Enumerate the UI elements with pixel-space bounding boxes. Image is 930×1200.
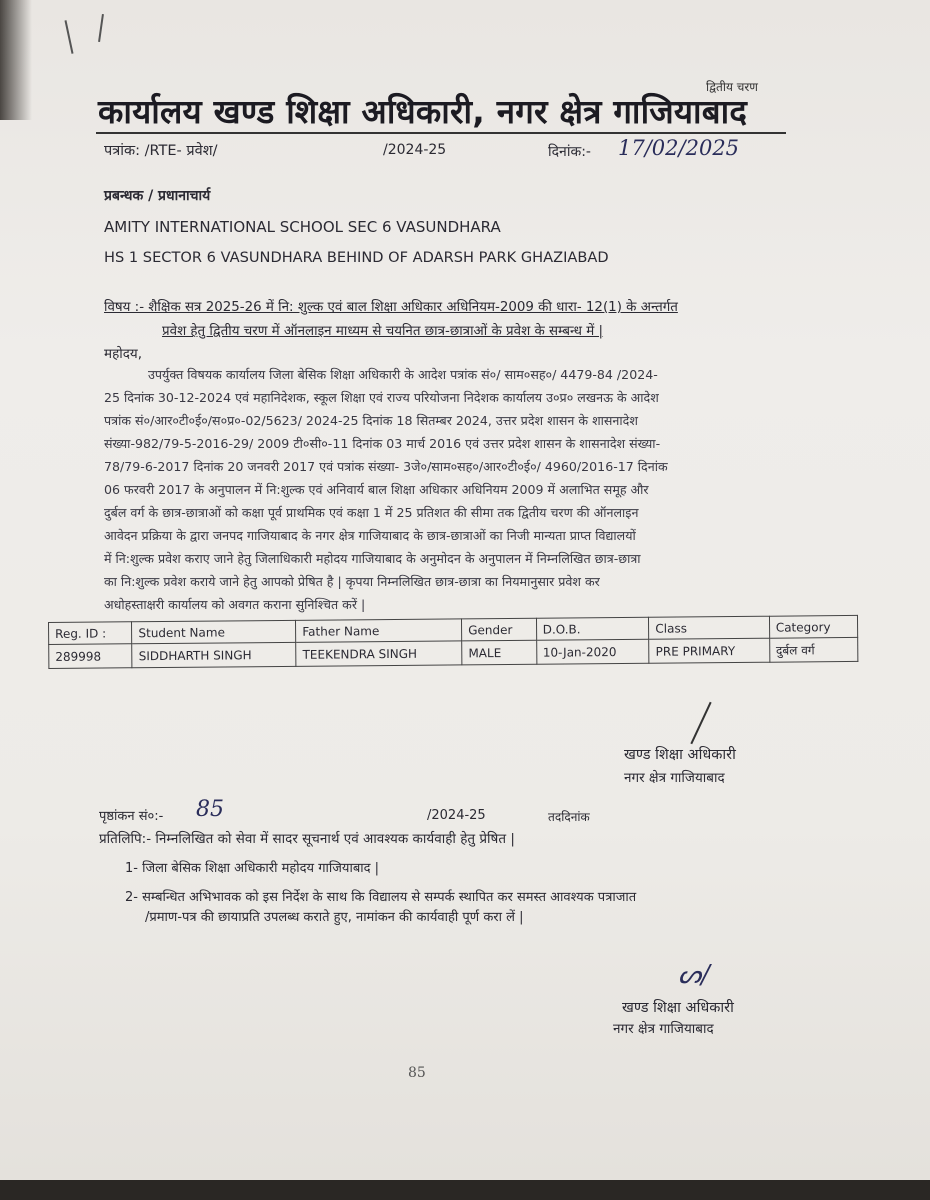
recipient-school: AMITY INTERNATIONAL SCHOOL SEC 6 VASUNDHARA	[104, 218, 501, 236]
page-shadow	[0, 0, 32, 120]
title-divider	[96, 132, 786, 134]
recipient-address: HS 1 SECTOR 6 VASUNDHARA BEHIND OF ADARSH PARK GHAZIABAD	[104, 249, 609, 266]
signature-scribble: ᔕ/	[678, 960, 710, 990]
body-line: में नि:शुल्क प्रवेश कराए जाने हेतु जिलाधिकारी महोदय गाजियाबाद के अनुमोदन के अनुपालन में निम्नलिखित छात्र-छात्रा	[104, 551, 641, 566]
body-line: का नि:शुल्क प्रवेश कराये जाने हेतु आपको प्रेषित है | कृपया निम्नलिखित छात्र-छात्रा का नियमानुसार प्रवेश कर	[104, 574, 600, 589]
letter-number: पत्रांक: /RTE- प्रवेश/	[104, 143, 218, 159]
copy-to-line: प्रतिलिपि:- निम्नलिखित को सेवा में सादर सूचनार्थ एवं आवश्यक कार्यवाही हेतु प्रेषित |	[99, 831, 515, 847]
header-class: Class	[649, 616, 770, 639]
cell-dob: 10-Jan-2020	[536, 639, 649, 664]
office-title: कार्यालय खण्ड शिक्षा अधिकारी, नगर क्षेत्र गाजियाबाद	[98, 92, 748, 131]
signatory-title: खण्ड शिक्षा अधिकारी	[622, 1000, 734, 1016]
cell-category: दुर्बल वर्ग	[769, 637, 858, 662]
body-line: 25 दिनांक 30-12-2024 एवं महानिदेशक, स्कूल शिक्षा एवं राज्य परियोजना निदेशक कार्यालय उ०प्र० लखनऊ के आदेश	[104, 390, 659, 405]
body-line: 78/79-6-2017 दिनांक 20 जनवरी 2017 एवं पत्रांक संख्या- 3जे०/साम०सह०/आर०टी०ई०/ 4960/2016-17 दिनांक	[104, 459, 668, 474]
pen-mark	[64, 20, 73, 54]
body-line: आवेदन प्रक्रिया के द्वारा जनपद गाजियाबाद के नगर क्षेत्र गाजियाबाद के छात्र-छात्राओं का निजी मान्यता प्राप्त विद्यालयों	[104, 528, 636, 543]
date-label: दिनांक:-	[548, 144, 591, 160]
copy-item: 2- सम्बन्धित अभिभावक को इस निर्देश के साथ कि विद्यालय से सम्पर्क स्थापित कर समस्त आवश्यक पत्राजात	[125, 890, 637, 905]
endorsement-number: 85	[196, 797, 224, 822]
copy-label: द्वितीय चरण	[706, 80, 758, 94]
subject-line: प्रवेश हेतु द्वितीय चरण में ऑनलाइन माध्यम से चयनित छात्र-छात्राओं के प्रवेश के सम्बन्ध में |	[162, 324, 604, 339]
header-reg-id: Reg. ID :	[49, 622, 133, 645]
header-student-name: Student Name	[132, 620, 296, 643]
endorsement-label: पृष्ठांकन सं०:-	[99, 809, 164, 824]
signatory-area: नगर क्षेत्र गाजियाबाद	[624, 770, 725, 786]
cell-father-name: TEEKENDRA SINGH	[296, 641, 462, 666]
header-father-name: Father Name	[296, 619, 462, 642]
copy-item: 1- जिला बेसिक शिक्षा अधिकारी महोदय गाजियाबाद |	[125, 861, 380, 876]
endorsement-date: तददिनांक	[548, 810, 590, 824]
signatory-title: खण्ड शिक्षा अधिकारी	[624, 747, 736, 763]
salutation: महोदय,	[104, 346, 143, 362]
endorsement-year: /2024-25	[427, 808, 486, 823]
student-table	[48, 615, 858, 669]
signature-stroke	[690, 702, 711, 745]
cell-student-name: SIDDHARTH SINGH	[132, 642, 296, 667]
signatory-area: नगर क्षेत्र गाजियाबाद	[613, 1021, 714, 1037]
header-dob: D.O.B.	[536, 617, 649, 640]
copy-item-continued: /प्रमाण-पत्र की छायाप्रति उपलब्ध कराते हुए, नामांकन की कार्यवाही पूर्ण करा लें |	[145, 910, 524, 925]
recipient-designation: प्रबन्धक / प्रधानाचार्य	[104, 188, 211, 204]
cell-class: PRE PRIMARY	[649, 638, 770, 663]
pen-mark	[98, 14, 104, 42]
body-line: उपर्युक्त विषयक कार्यालय जिला बेसिक शिक्षा अधिकारी के आदेश पत्रांक सं०/ साम०सह०/ 4479-84 /2024-	[148, 367, 658, 382]
body-line: 06 फरवरी 2017 के अनुपालन में नि:शुल्क एवं अनिवार्य बाल शिक्षा अधिकार अधिनियम 2009 में अलाभित समूह और	[104, 482, 649, 497]
body-line: पत्रांक सं०/आर०टी०ई०/स०प्र०-02/5623/ 2024-25 दिनांक 18 सितम्बर 2024, उत्तर प्रदेश शासन के शासनादेश	[104, 413, 638, 428]
body-line: अधोहस्ताक्षरी कार्यालय को अवगत कराना सुनिश्चित करें |	[104, 597, 366, 612]
body-line: दुर्बल वर्ग के छात्र-छात्राओं को कक्षा पूर्व प्राथमिक एवं कक्षा 1 में 25 प्रतिशत की सीमा तक द्वितीय चरण की ऑनलाइन	[104, 505, 639, 520]
body-line: संख्या-982/79-5-2016-29/ 2009 टी०सी०-11 दिनांक 03 मार्च 2016 एवं उत्तर प्रदेश शासन के शासनादेश संख्या-	[104, 436, 661, 451]
cell-gender: MALE	[462, 640, 537, 665]
handwritten-date: 17/02/2025	[618, 136, 740, 160]
subject-line: विषय :- शैक्षिक सत्र 2025-26 में नि: शुल्क एवं बाल शिक्षा अधिकार अधिनियम-2009 की धारा- 12(1) के अन्तर्गत	[104, 300, 678, 315]
cell-reg-id: 289998	[49, 644, 133, 669]
letter-year: /2024-25	[383, 142, 447, 158]
header-category: Category	[769, 615, 857, 638]
header-gender: Gender	[462, 618, 537, 641]
page-number: 85	[408, 1065, 426, 1081]
